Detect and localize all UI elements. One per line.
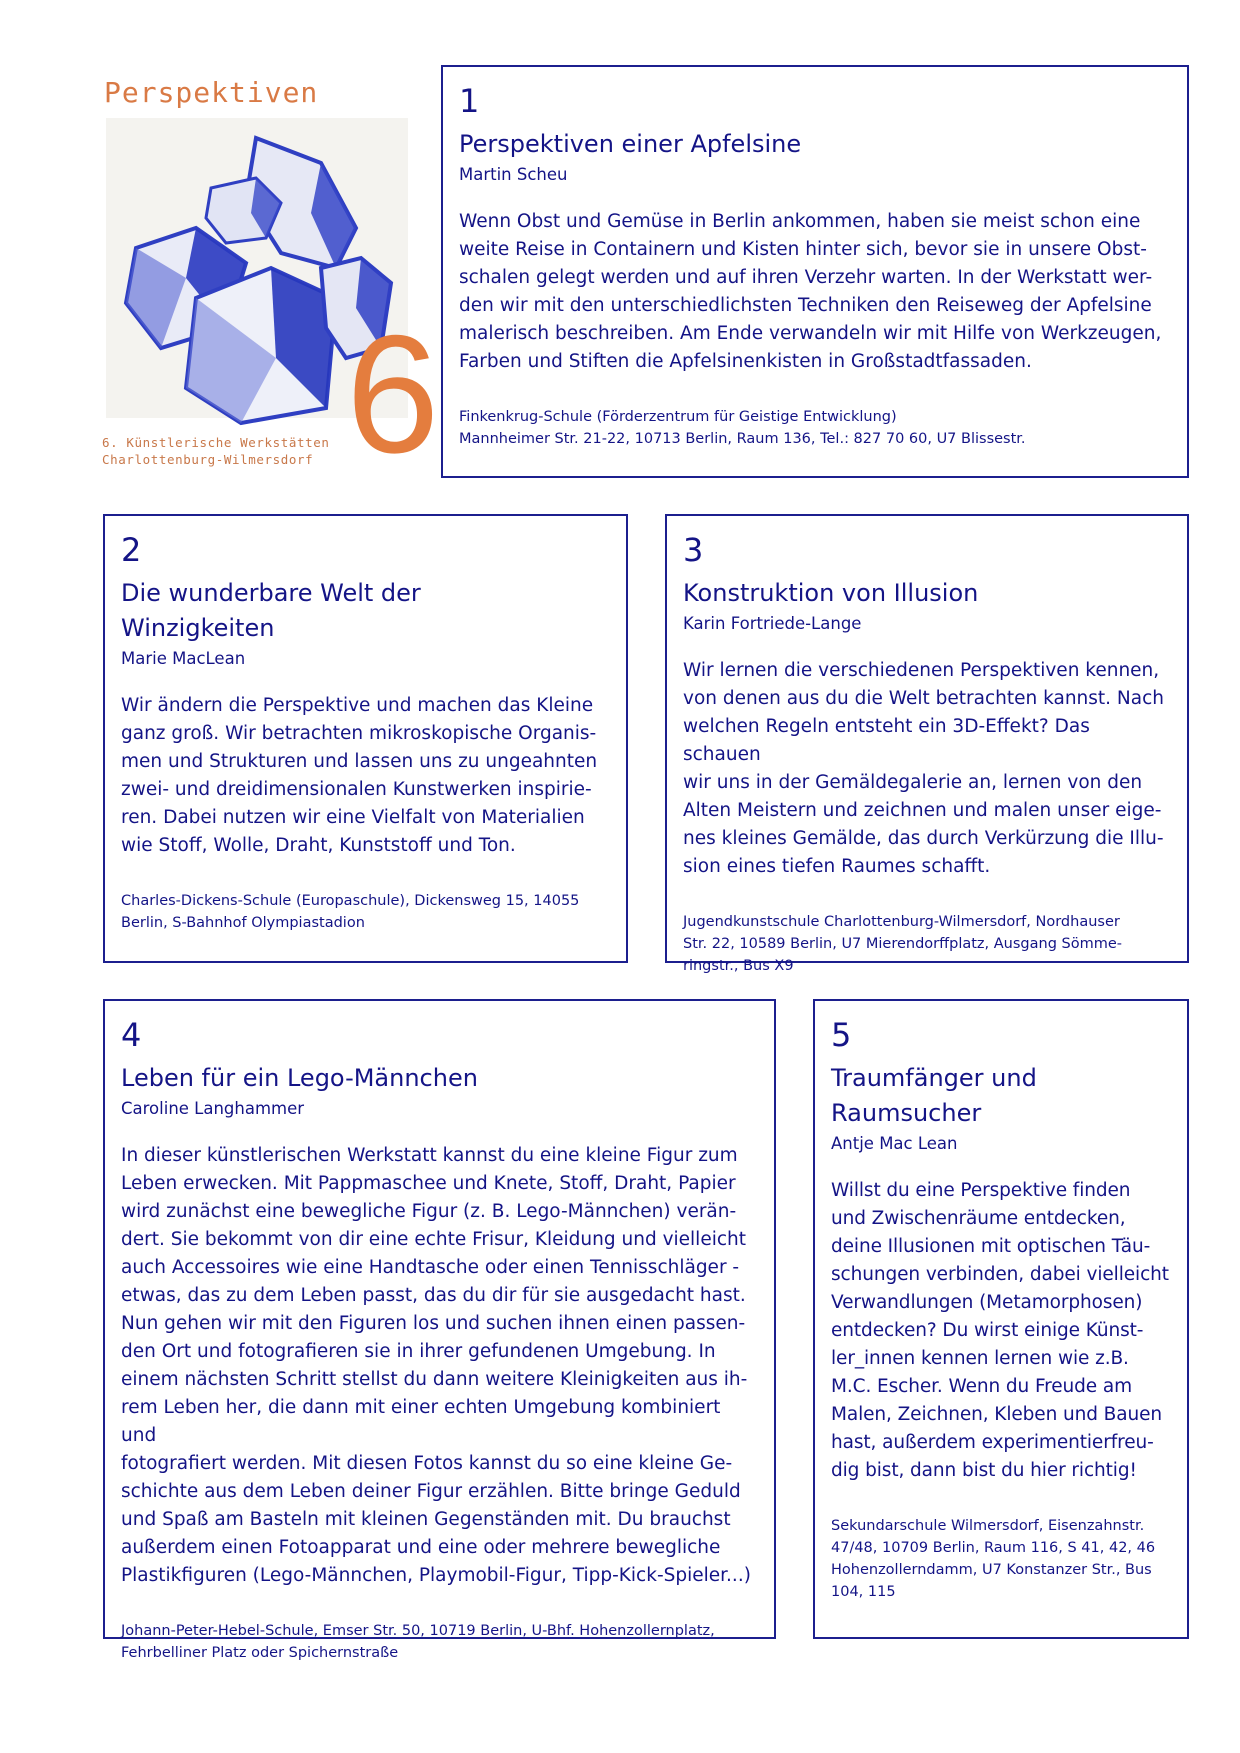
- workshop-address: Johann-Peter-Hebel-Schule, Emser Str. 50, 10719 Berlin, U-Bhf. Hohenzollernplatz, Fehrbelliner Platz oder Spichernstraße: [121, 1623, 715, 1661]
- workshop-number: 5: [831, 1016, 852, 1054]
- workshop-title: Die wunderbare Welt der Winzigkeiten: [121, 579, 421, 642]
- workshop-number: 1: [459, 82, 480, 120]
- workshop-card-1: [441, 65, 1189, 478]
- workshop-number: 4: [121, 1016, 142, 1054]
- workshop-title: Perspektiven einer Apfelsine: [459, 130, 802, 158]
- workshop-card-3: [665, 514, 1189, 974]
- workshop-author: Caroline Langhammer: [121, 1099, 305, 1118]
- workshop-number: 3: [683, 531, 704, 569]
- poster-subtitle-line: 6. Künstlerische Werkstätten: [102, 435, 330, 450]
- workshop-title: Leben für ein Lego-Männchen: [121, 1064, 478, 1092]
- workshop-card-4: [103, 999, 776, 1661]
- workshop-title: Traumfänger und Raumsucher: [831, 1064, 1037, 1127]
- workshop-address: Finkenkrug-Schule (Förderzentrum für Geistige Entwicklung) Mannheimer Str. 21-22, 10713 Berlin, Raum 136, Tel.: 827 70 60, U7 Blissestr.: [459, 409, 1026, 447]
- workshop-description: Wir lernen die verschiedenen Perspektiven kennen, von denen aus du die Welt betrachten kannst. Nach welchen Regeln entsteht ein 3D-Effekt? Das schauen wir uns in der Gemäldegalerie an, lernen von den Alten Meistern und zeichnen und malen unser eige- nes kleines Gemälde, das durch Verkürzung die Illu- sion eines tiefen Raumes schafft.: [683, 660, 1165, 877]
- workshop-card-2: [103, 514, 628, 963]
- workshop-address: Jugendkunstschule Charlottenburg-Wilmersdorf, Nordhauser Str. 22, 10589 Berlin, U7 Mierendorffplatz, Ausgang Sömme- ringstr., Bus X9: [683, 914, 1122, 974]
- workshop-number: 2: [121, 531, 142, 569]
- workshop-author: Marie MacLean: [121, 649, 246, 668]
- workshop-address: Charles-Dickens-Schule (Europaschule), Dickensweg 15, 14055 Berlin, S-Bahnhof Olympiastadion: [121, 893, 580, 931]
- poster-number: 6: [346, 300, 440, 488]
- workshop-card-5: [813, 999, 1189, 1639]
- workshop-description: Wir ändern die Perspektive und machen das Kleine ganz groß. Wir betrachten mikroskopische Organis- men und Strukturen und lassen uns zu ungeahnten zwei- und dreidimensionalen Kunstwerken inspirie- ren. Dabei nutzen wir eine Vielfalt von Materialien wie Stoff, Wolle, Draht, Kunststoff und Ton.: [121, 695, 598, 856]
- workshop-address: Sekundarschule Wilmersdorf, Eisenzahnstr. 47/48, 10709 Berlin, Raum 116, S 41, 42, 46 Hohenzollerndamm, U7 Konstanzer Str., Bus 104, 115: [831, 1518, 1156, 1600]
- workshop-author: Karin Fortriede-Lange: [683, 614, 862, 633]
- poster-logo: [100, 70, 440, 488]
- workshop-author: Martin Scheu: [459, 165, 568, 184]
- workshop-title: Konstruktion von Illusion: [683, 579, 979, 607]
- poster-subtitle-line: Charlottenburg-Wilmersdorf: [102, 452, 314, 467]
- workshop-author: Antje Mac Lean: [831, 1134, 958, 1153]
- poster-title: Perspektiven: [104, 76, 319, 109]
- workshop-description: In dieser künstlerischen Werkstatt kannst du eine kleine Figur zum Leben erwecken. Mit Pappmaschee und Knete, Stoff, Draht, Papier wird zunächst eine bewegliche Figur (z. B. Lego-Männchen) verän- dert. Sie bekommt von dir eine echte Frisur, Kleidung und vielleicht auch Accessoires wie eine Handtasche oder einen Tennisschläger - etwas, das zu dem Leben passt, das du dir für sie ausgedacht hast. Nun gehen wir mit den Figuren los und suchen ihnen einen passen- den Ort und fotografieren sie in ihrer gefundenen Umgebung. In einem nächsten Schritt stellst du dann weitere Kleinigkeiten aus ih- rem Leben her, die dann mit einer echten Umgebung kombiniert und fotografiert werden. Mit diesen Fotos kannst du so eine kleine Ge- schichte aus dem Leben deiner Figur erzählen. Bitte bringe Geduld und Spaß am Basteln mit kleinen Gegenständen mit. Du brauchst außerdem einen Fotoapparat und eine oder mehrere bewegliche Plastikfiguren (Lego-Männchen, Playmobil-Figur, Tipp-Kick-Spieler...): [121, 1145, 751, 1586]
- workshop-description: Wenn Obst und Gemüse in Berlin ankommen, haben sie meist schon eine weite Reise in Containern und Kisten hinter sich, bevor sie in unsere Obst- schalen gelegt werden und auf ihren Verzehr warten. In der Werkstatt wer- den wir mit den unterschiedlichsten Techniken den Reiseweg der Apfelsine malerisch beschreiben. Am Ende verwandeln wir mit Hilfe von Werkzeugen, Farben und Stiften die Apfelsinenkisten in Großstadtfassaden.: [459, 211, 1162, 372]
- workshop-description: Willst du eine Perspektive finden und Zwischenräume entdecken, deine Illusionen mit optischen Täu- schungen verbinden, dabei vielleicht Verwandlungen (Metamorphosen) entdecken? Du wirst einige Künst- ler_innen kennen lernen wie z.B. M.C. Escher. Wenn du Freude am Malen, Zeichnen, Kleben und Bauen hast, außerdem experimentierfreu- dig bist, dann bist du hier richtig!: [831, 1180, 1169, 1481]
